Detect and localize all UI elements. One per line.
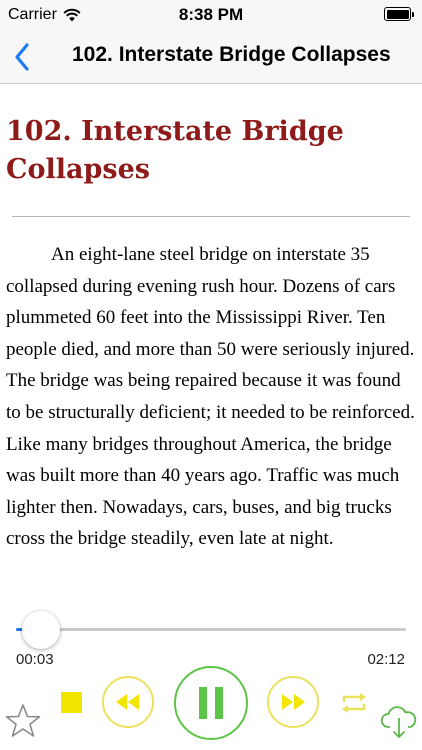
article-body: An eight-lane steel bridge on interstate 35 collapsed during evening rush hour. Dozens of cars plummeted 60 feet into the Mississippi River. Ten people died, and more than 50 were seriously injured. The bridge was being repaired because it was found to be structurally deficient; it needed to be reinforced. Like many bridges throughout America, the bridge was built more than 40 years ago. Traffic was much lighter then. Nowadays, cars, buses, and big trucks cross the bridge steadily, even late at night. [6, 244, 415, 550]
progress-track[interactable] [16, 628, 406, 631]
nav-title: 102. Interstate Bridge Collapses [72, 43, 391, 66]
download-button[interactable] [380, 703, 418, 741]
status-bar [0, 0, 422, 30]
total-time: 02:12 [367, 651, 405, 668]
repeat-icon [340, 690, 368, 716]
article-title: 102. Interstate Bridge Collapses [6, 116, 344, 185]
cloud-download-icon [380, 703, 418, 741]
repeat-button[interactable] [340, 690, 368, 716]
pause-icon [198, 686, 224, 720]
status-time: 8:38 PM [178, 5, 244, 24]
rewind-button[interactable] [102, 676, 154, 728]
fast-forward-button[interactable] [267, 676, 319, 728]
carrier-label: Carrier [8, 6, 57, 23]
progress-thumb[interactable] [22, 611, 60, 649]
chevron-left-icon [14, 43, 30, 71]
title-divider [12, 216, 410, 217]
pause-button[interactable] [174, 666, 248, 740]
favorite-button[interactable] [5, 703, 41, 739]
battery-icon [384, 7, 414, 21]
navigation-bar [0, 30, 422, 84]
back-button[interactable] [6, 40, 38, 74]
rewind-icon [114, 692, 142, 712]
fast-forward-icon [279, 692, 307, 712]
stop-button[interactable] [61, 692, 82, 713]
star-icon [5, 703, 41, 739]
elapsed-time: 00:03 [16, 651, 54, 668]
